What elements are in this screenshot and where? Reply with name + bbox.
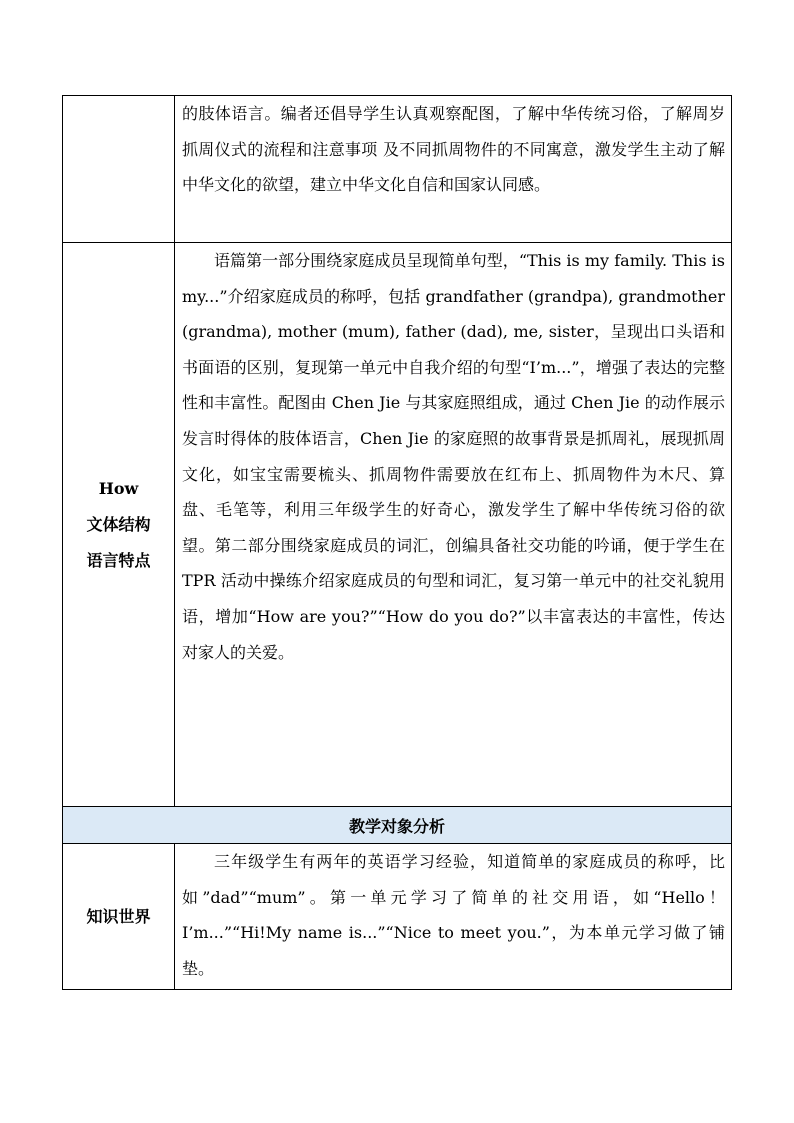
lesson-analysis-table [62, 95, 732, 990]
label-line-how: How [98, 478, 139, 498]
row-label-empty [63, 96, 175, 243]
row-content-continuation [175, 96, 732, 243]
label-line-language: 语言特点 [86, 550, 151, 570]
row-content-how [175, 243, 732, 807]
table-row-knowledge [63, 844, 732, 990]
row-content-knowledge [175, 844, 732, 990]
continuation-paragraph: 的肢体语言。编者还倡导学生认真观察配图，了解中华传统习俗，了解周岁抓周仪式的流程和注意事项 及不同抓周物件的不同寓意，激发学生主动了解中华文化的欲望，建立中华文化自信和国家认同感。 [182, 104, 725, 195]
label-line-structure: 文体结构 [86, 514, 151, 534]
knowledge-paragraph: 三年级学生有两年的英语学习经验，知道简单的家庭成员的称呼，比如”dad”“mum”。第一单元学习了简单的社交用语，如“Hello！ I’m...”“Hi!My name is...”“Nice to meet you.”，为本单元学习做了铺垫。 [182, 852, 725, 978]
how-paragraph: 语篇第一部分围绕家庭成员呈现简单句型，“This is my family. This is my...”介绍家庭成员的称呼，包括 grandfather (grandpa), grandmother (grandma), mother (mum), father (dad), me, sister，呈现出口头语和书面语的区别，复现第一单元中自我介绍的句型“I’m...”，增强了表达的完整性和丰富性。配图由 Chen Jie 与其家庭照组成，通过 Chen Jie 的动作展示发言时得体的肢体语言，Chen Jie 的家庭照的故事背景是抓周礼，展现抓周文化，如宝宝需要梳头、抓周物件需要放在红布上、抓周物件为木尺、算盘、毛笔等，利用三年级学生的好奇心，激发学生了解中华传统习俗的欲望。第二部分围绕家庭成员的词汇，创编具备社交功能的吟诵，便于学生在 TPR 活动中操练介绍家庭成员的句型和词汇，复习第一单元中的社交礼貌用语，增加“How are you?”“How do you do?”以丰富表达的丰富性，传达对家人的关爱。 [182, 251, 725, 662]
row-label-knowledge [63, 844, 175, 990]
label-line-knowledge: 知识世界 [86, 906, 151, 926]
table-row-continuation [63, 96, 732, 243]
row-label-how [63, 243, 175, 807]
table-row-section-header [63, 807, 732, 844]
table-row-how [63, 243, 732, 807]
section-title: 教学对象分析 [63, 807, 732, 844]
